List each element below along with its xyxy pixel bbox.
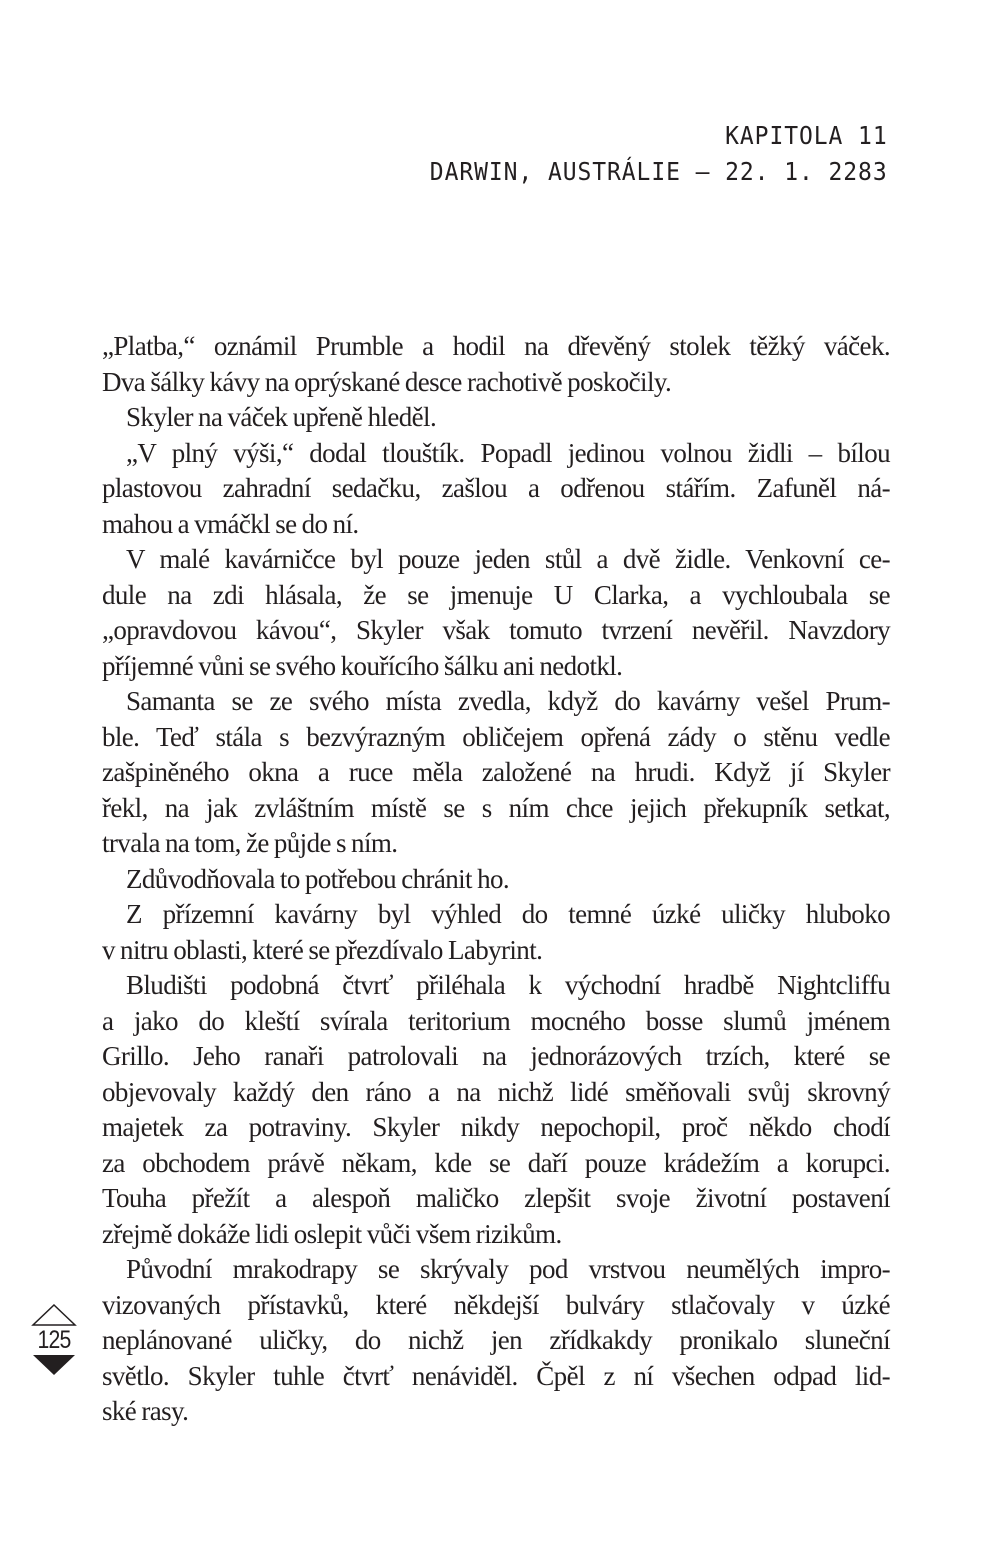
paragraph [102,436,890,543]
text-line: dule na zdi hlásala, že se jmenuje U Clarka, a vychloubala se [102,579,890,610]
text-line: příjemné vůni se svého kouřícího šálku ani nedotkl. [102,650,623,681]
text-line: neplánované uličky, do nichž jen zřídkakdy pronikalo sluneční [102,1325,890,1355]
text-line: Zdůvodňovala to potřebou chránit ho. [126,863,510,894]
text-line: Skyler na váček upřeně hleděl. [126,402,437,432]
text-line: Bludišti podobná čtvrť přiléhala k východní hradbě Nightcliffu [126,970,890,1000]
text-line: řekl, na jak zvláštním místě se s ním chce jejich překupník setkat, [102,792,890,823]
text-line: „V plný výši,“ dodal tlouštík. Popadl jedinou volnou židli – bílou [126,437,890,468]
text-line: Grillo. Jeho ranaři patrolovali na jednorázových trzích, které se [102,1041,890,1071]
text-line: Původní mrakodrapy se skrývaly pod vrstvou neumělých impro- [126,1254,890,1284]
triangle-down-filled-icon [31,1354,77,1376]
page-number: 125 [37,1326,71,1354]
paragraph [102,968,890,1252]
text-line: vizovaných přístavků, které někdejší bulváry stlačovaly v úzké [102,1289,890,1320]
text-line: majetek za potraviny. Skyler nikdy nepochopil, proč někdo chodí [102,1112,890,1142]
text-line: Z přízemní kavárny byl výhled do temné úzké uličky hluboko [126,899,890,929]
body-text [102,329,890,1430]
text-line: „Platba,“ oznámil Prumble a hodil na dřevěný stolek těžký váček. [102,331,890,361]
text-line: Samanta se ze svého místa zvedla, když do kavárny vešel Prum- [126,686,890,716]
paragraph [102,542,890,684]
text-line: v nitru oblasti, které se přezdívalo Labyrint. [102,934,543,965]
paragraph [102,400,890,436]
text-line: trvala na tom, že půjde s ním. [102,828,398,858]
paragraph [102,1252,890,1430]
chapter-header [430,118,888,190]
paragraph [102,862,890,898]
text-line: Touha přežít a alespoň maličko zlepšit svoje životní postavení [102,1183,890,1213]
triangle-up-outline-icon [31,1304,77,1326]
text-line: světlo. Skyler tuhle čtvrť nenáviděl. Čpěl z ní všechen odpad lid- [102,1360,890,1391]
text-line: za obchodem právě někam, kde se daří pouze krádežím a korupci. [102,1147,890,1178]
text-line: V malé kavárničce byl pouze jeden stůl a dvě židle. Venkovní ce- [126,544,890,574]
text-line: ble. Teď stála s bezvýrazným obličejem opřená zády o stěnu vedle [102,721,890,752]
text-line: plastovou zahradní sedačku, zašlou a odřenou stářím. Zafuněl ná- [102,473,890,503]
text-line: ské rasy. [102,1396,189,1426]
text-line: zřejmě dokáže lidi oslepit vůči všem rizikům. [102,1218,562,1249]
paragraph [102,329,890,400]
chapter-title: KAPITOLA 11 [725,121,888,150]
paragraph [102,684,890,862]
paragraph [102,897,890,968]
text-line: „opravdovou kávou“, Skyler však tomuto tvrzení nevěřil. Navzdory [102,615,890,645]
text-line: Dva šálky kávy na oprýskané desce rachotivě poskočily. [102,366,672,397]
page-number-block [30,1304,78,1376]
text-line: objevovaly každý den ráno a na nichž lidé směňovali svůj skrovný [102,1076,890,1107]
text-line: mahou a vmáčkl se do ní. [102,508,359,539]
text-line: zašpiněného okna a ruce měla založené na hrudi. Když jí Skyler [102,757,890,787]
text-line: a jako do kleští svírala teritorium mocného bosse slumů jménem [102,1005,890,1036]
chapter-location-date: DARWIN, AUSTRÁLIE – 22. 1. 2283 [430,157,888,186]
